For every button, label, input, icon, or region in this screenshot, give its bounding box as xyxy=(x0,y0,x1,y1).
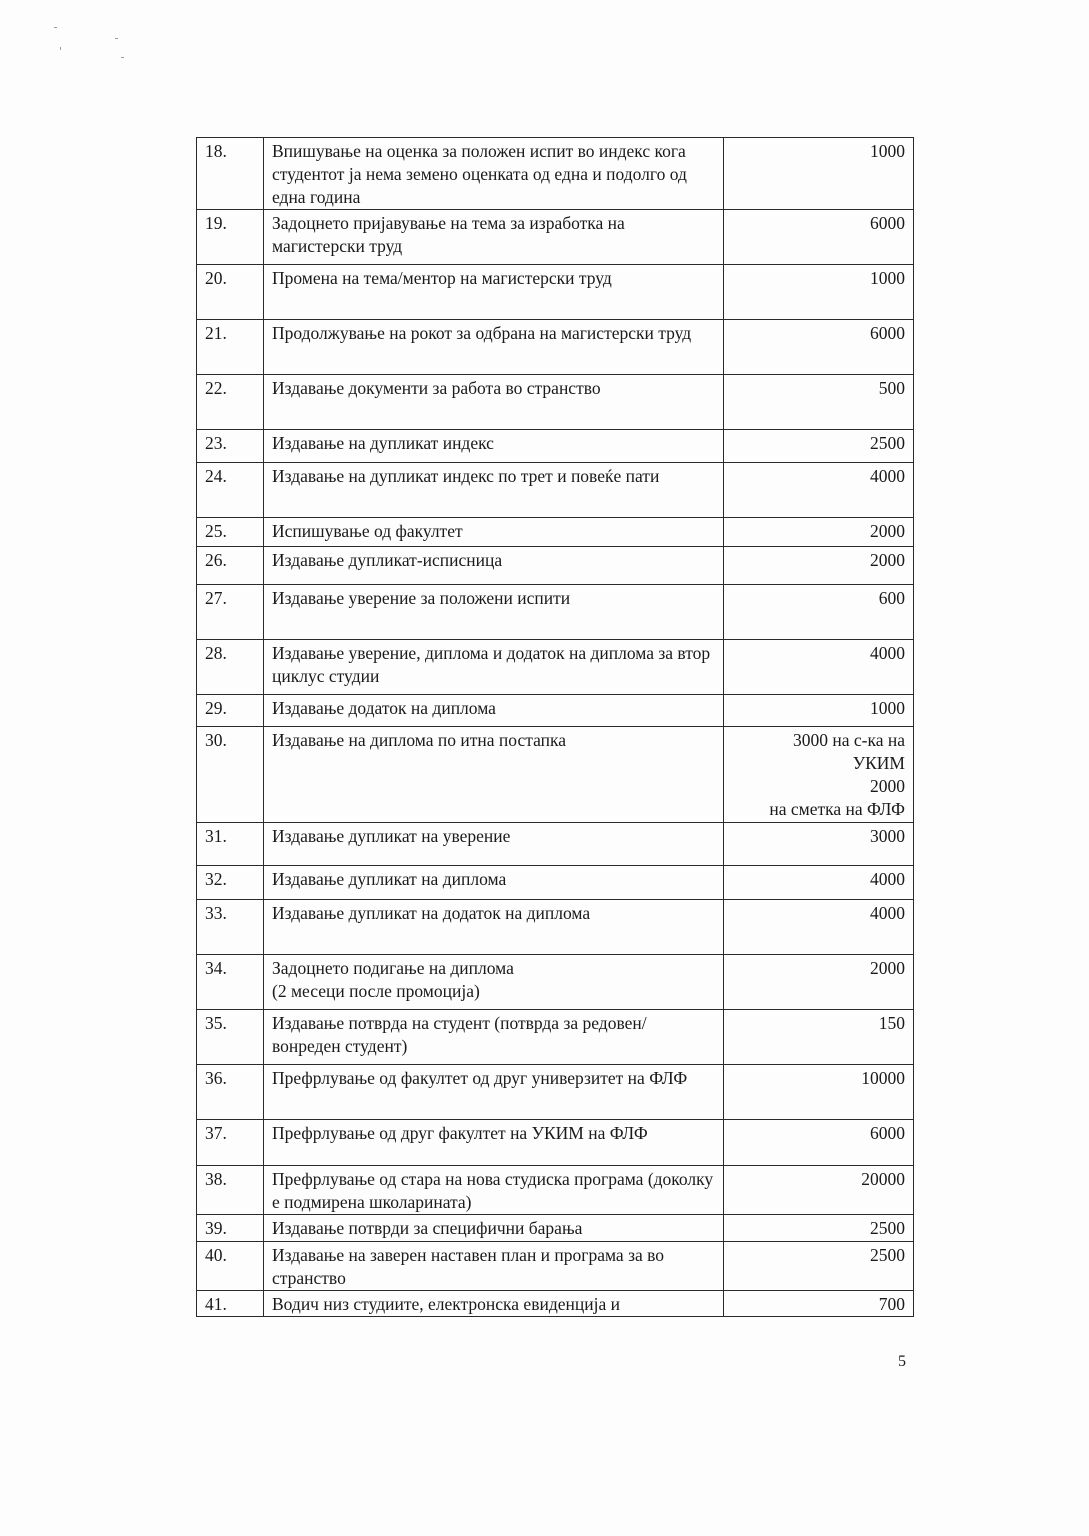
row-number: 19. xyxy=(197,210,264,265)
row-number: 24. xyxy=(197,463,264,518)
row-amount: 4000 xyxy=(724,640,914,695)
amount-line: на сметка на ФЛФ xyxy=(769,799,905,819)
row-amount: 4000 xyxy=(724,463,914,518)
row-description: Издавање документи за работа во странство xyxy=(264,375,724,430)
row-amount: 2500 xyxy=(724,430,914,463)
row-number: 20. xyxy=(197,265,264,320)
row-amount: 6000 xyxy=(724,1120,914,1166)
row-number: 36. xyxy=(197,1065,264,1120)
row-number: 39. xyxy=(197,1215,264,1242)
table-row xyxy=(197,1065,914,1120)
row-number: 18. xyxy=(197,138,264,210)
row-description: Издавање дупликат на додаток на диплома xyxy=(264,900,724,955)
row-number: 34. xyxy=(197,955,264,1010)
row-amount: 2000 xyxy=(724,518,914,547)
amount-line: УКИМ xyxy=(852,753,905,773)
row-amount: 2000 xyxy=(724,955,914,1010)
row-number: 37. xyxy=(197,1120,264,1166)
row-description: Префрлување од стара на нова студиска програма (доколку е подмирена школарината) xyxy=(264,1166,724,1215)
page-number: 5 xyxy=(898,1353,906,1370)
row-amount xyxy=(724,727,914,823)
table-row xyxy=(197,1120,914,1166)
row-description: Издавање на дупликат индекс xyxy=(264,430,724,463)
table-row xyxy=(197,463,914,518)
row-number: 32. xyxy=(197,866,264,900)
table-row xyxy=(197,640,914,695)
row-amount: 20000 xyxy=(724,1166,914,1215)
row-amount: 2500 xyxy=(724,1242,914,1291)
row-number: 29. xyxy=(197,695,264,727)
description-line: Задоцнето подигање на диплома xyxy=(272,958,514,978)
row-number: 30. xyxy=(197,727,264,823)
table-row xyxy=(197,210,914,265)
row-amount: 700 xyxy=(724,1291,914,1317)
row-amount: 150 xyxy=(724,1010,914,1065)
table-row xyxy=(197,1242,914,1291)
row-number: 33. xyxy=(197,900,264,955)
table-row xyxy=(197,375,914,430)
row-amount: 1000 xyxy=(724,138,914,210)
row-number: 28. xyxy=(197,640,264,695)
row-description: Издавање дупликат на уверение xyxy=(264,823,724,866)
row-amount: 1000 xyxy=(724,265,914,320)
row-number: 40. xyxy=(197,1242,264,1291)
row-description: Издавање потврда на студент (потврда за редовен/вонреден студент) xyxy=(264,1010,724,1065)
table-row xyxy=(197,900,914,955)
table-row xyxy=(197,695,914,727)
row-number: 27. xyxy=(197,585,264,640)
row-description xyxy=(264,955,724,1010)
table-row xyxy=(197,866,914,900)
table-row xyxy=(197,138,914,210)
scan-speck xyxy=(60,47,61,50)
table-row xyxy=(197,547,914,585)
row-amount: 6000 xyxy=(724,210,914,265)
row-number: 26. xyxy=(197,547,264,585)
row-amount: 2500 xyxy=(724,1215,914,1242)
row-number: 41. xyxy=(197,1291,264,1317)
row-amount: 3000 xyxy=(724,823,914,866)
table-row xyxy=(197,727,914,823)
row-description: Издавање уверение, диплома и додаток на диплома за втор циклус студии xyxy=(264,640,724,695)
row-amount: 1000 xyxy=(724,695,914,727)
row-amount: 6000 xyxy=(724,320,914,375)
row-description: Испишување од факултет xyxy=(264,518,724,547)
table-row xyxy=(197,1010,914,1065)
row-description: Издавање потврди за специфични барања xyxy=(264,1215,724,1242)
row-description: Продолжување на рокот за одбрана на магистерски труд xyxy=(264,320,724,375)
row-description: Префрлување од факултет од друг универзитет на ФЛФ xyxy=(264,1065,724,1120)
description-line: (2 месеци после промоција) xyxy=(272,981,480,1001)
table-row xyxy=(197,265,914,320)
row-description: Издавање на заверен наставен план и програма за во странство xyxy=(264,1242,724,1291)
row-number: 25. xyxy=(197,518,264,547)
row-description: Издавање дупликат-исписница xyxy=(264,547,724,585)
row-number: 21. xyxy=(197,320,264,375)
row-description: Водич низ студиите, електронска евиденција и xyxy=(264,1291,724,1317)
table-row xyxy=(197,1291,914,1317)
row-description: Издавање додаток на диплома xyxy=(264,695,724,727)
scan-speck xyxy=(121,57,124,58)
row-amount: 4000 xyxy=(724,900,914,955)
row-amount: 4000 xyxy=(724,866,914,900)
row-amount: 500 xyxy=(724,375,914,430)
row-number: 31. xyxy=(197,823,264,866)
row-description: Издавање на дупликат индекс по трет и повеќе пати xyxy=(264,463,724,518)
table-row xyxy=(197,430,914,463)
row-number: 22. xyxy=(197,375,264,430)
row-description: Впишување на оценка за положен испит во индекс кога студентот ја нема земено оценката од една и подолго од една година xyxy=(264,138,724,210)
table-row xyxy=(197,823,914,866)
row-description: Промена на тема/ментор на магистерски труд xyxy=(264,265,724,320)
table-row xyxy=(197,518,914,547)
row-description: Префрлување од друг факултет на УКИМ на ФЛФ xyxy=(264,1120,724,1166)
table-row xyxy=(197,320,914,375)
row-description: Издавање уверение за положени испити xyxy=(264,585,724,640)
table-row xyxy=(197,955,914,1010)
table-row xyxy=(197,585,914,640)
scan-speck xyxy=(54,27,57,28)
amount-line: 3000 на с-ка на xyxy=(793,730,905,750)
row-number: 23. xyxy=(197,430,264,463)
fees-table xyxy=(196,137,914,1317)
amount-line: 2000 xyxy=(870,776,905,796)
scan-speck xyxy=(115,38,118,39)
row-description: Издавање на диплома по итна постапка xyxy=(264,727,724,823)
row-description: Издавање дупликат на диплома xyxy=(264,866,724,900)
row-number: 38. xyxy=(197,1166,264,1215)
table-row xyxy=(197,1215,914,1242)
row-amount: 2000 xyxy=(724,547,914,585)
row-amount: 10000 xyxy=(724,1065,914,1120)
row-description: Задоцнето пријавување на тема за изработка на магистерски труд xyxy=(264,210,724,265)
row-amount: 600 xyxy=(724,585,914,640)
table-row xyxy=(197,1166,914,1215)
row-number: 35. xyxy=(197,1010,264,1065)
